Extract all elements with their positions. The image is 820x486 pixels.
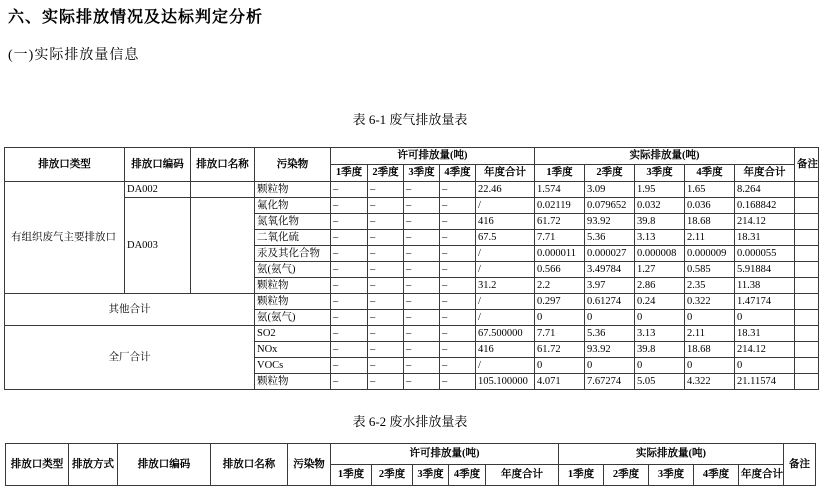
actual-value-cell: 7.71 xyxy=(535,326,585,342)
actual-annual-cell: 5.91884 xyxy=(735,262,795,278)
water-emission-table xyxy=(5,443,816,486)
remark-cell xyxy=(795,342,819,358)
permitted-value-cell: – xyxy=(404,326,440,342)
table-row xyxy=(5,294,819,310)
actual-value-cell: 61.72 xyxy=(535,342,585,358)
permitted-value-cell: – xyxy=(404,214,440,230)
actual-value-cell: 2.11 xyxy=(685,230,735,246)
permitted-annual-cell: 67.5 xyxy=(476,230,535,246)
actual-value-cell: 93.92 xyxy=(585,214,635,230)
permitted-value-cell: – xyxy=(331,182,368,198)
permitted-value-cell: – xyxy=(368,374,404,390)
remark-cell xyxy=(795,278,819,294)
permitted-value-cell: – xyxy=(368,230,404,246)
pollutant-cell: 氮氧化物 xyxy=(255,214,331,230)
permitted-value-cell: – xyxy=(368,262,404,278)
outlet-type-cell: 有组织废气主要排放口 xyxy=(5,182,125,294)
permitted-value-cell: – xyxy=(368,278,404,294)
gas-emission-table xyxy=(4,147,819,390)
actual-value-cell: 0 xyxy=(535,358,585,374)
permitted-value-cell: – xyxy=(331,262,368,278)
permitted-value-cell: – xyxy=(404,182,440,198)
actual-annual-cell: 1.47174 xyxy=(735,294,795,310)
header-actual-annual: 年度合计 xyxy=(735,165,795,182)
permitted-value-cell: – xyxy=(368,246,404,262)
actual-annual-cell: 0 xyxy=(735,358,795,374)
header-row-1 xyxy=(5,148,819,165)
header-actual-q2: 2季度 xyxy=(604,465,649,486)
actual-annual-cell: 0 xyxy=(735,310,795,326)
actual-value-cell: 5.36 xyxy=(585,230,635,246)
outlet-code-cell: DA003 xyxy=(125,198,191,294)
plant-total-cell: 全厂合计 xyxy=(5,326,255,390)
actual-value-cell: 0 xyxy=(685,358,735,374)
permitted-annual-cell: / xyxy=(476,198,535,214)
header-pollutant: 污染物 xyxy=(288,444,331,486)
actual-value-cell: 0.566 xyxy=(535,262,585,278)
permitted-value-cell: – xyxy=(331,198,368,214)
actual-value-cell: 7.67274 xyxy=(585,374,635,390)
actual-annual-cell: 8.264 xyxy=(735,182,795,198)
actual-value-cell: 0.585 xyxy=(685,262,735,278)
permitted-annual-cell: 31.2 xyxy=(476,278,535,294)
pollutant-cell: 氟化物 xyxy=(255,198,331,214)
actual-value-cell: 7.71 xyxy=(535,230,585,246)
permitted-annual-cell: 67.500000 xyxy=(476,326,535,342)
remark-cell xyxy=(795,198,819,214)
actual-annual-cell: 0.168842 xyxy=(735,198,795,214)
permitted-value-cell: – xyxy=(404,310,440,326)
permitted-value-cell: – xyxy=(368,294,404,310)
header-actual-annual: 年度合计 xyxy=(739,465,784,486)
permitted-value-cell: – xyxy=(440,278,476,294)
remark-cell xyxy=(795,374,819,390)
actual-annual-cell: 214.12 xyxy=(735,214,795,230)
table-row xyxy=(5,198,819,214)
permitted-value-cell: – xyxy=(368,310,404,326)
permitted-value-cell: – xyxy=(368,342,404,358)
actual-value-cell: 61.72 xyxy=(535,214,585,230)
permitted-value-cell: – xyxy=(440,294,476,310)
section-heading: (一)实际排放量信息 xyxy=(8,48,140,63)
permitted-value-cell: – xyxy=(331,358,368,374)
header-outlet-name: 排放口名称 xyxy=(191,148,255,182)
header-permitted-annual: 年度合计 xyxy=(476,165,535,182)
actual-annual-cell: 18.31 xyxy=(735,230,795,246)
actual-value-cell: 2.35 xyxy=(685,278,735,294)
permitted-annual-cell: / xyxy=(476,358,535,374)
permitted-value-cell: – xyxy=(404,230,440,246)
table-row xyxy=(5,326,819,342)
header-actual-q3: 3季度 xyxy=(635,165,685,182)
permitted-value-cell: – xyxy=(368,358,404,374)
actual-annual-cell: 214.12 xyxy=(735,342,795,358)
permitted-annual-cell: 416 xyxy=(476,214,535,230)
permitted-value-cell: – xyxy=(404,358,440,374)
header-remark: 备注 xyxy=(784,444,816,486)
actual-value-cell: 1.574 xyxy=(535,182,585,198)
actual-annual-cell: 18.31 xyxy=(735,326,795,342)
outlet-name-cell xyxy=(191,182,255,198)
actual-value-cell: 18.68 xyxy=(685,214,735,230)
header-row-1 xyxy=(6,444,816,465)
permitted-value-cell: – xyxy=(331,294,368,310)
permitted-annual-cell: / xyxy=(476,246,535,262)
permitted-value-cell: – xyxy=(368,326,404,342)
actual-value-cell: 0.036 xyxy=(685,198,735,214)
actual-value-cell: 1.27 xyxy=(635,262,685,278)
table2-caption: 表 6-2 废水排放量表 xyxy=(352,414,468,429)
actual-value-cell: 0 xyxy=(635,310,685,326)
permitted-value-cell: – xyxy=(440,214,476,230)
permitted-value-cell: – xyxy=(440,262,476,278)
header-actual-group: 实际排放量(吨) xyxy=(535,148,795,165)
permitted-value-cell: – xyxy=(331,214,368,230)
header-permitted-q1: 1季度 xyxy=(331,465,372,486)
actual-value-cell: 39.8 xyxy=(635,342,685,358)
header-actual-q4: 4季度 xyxy=(694,465,739,486)
actual-value-cell: 0.02119 xyxy=(535,198,585,214)
actual-annual-cell: 21.11574 xyxy=(735,374,795,390)
header-permitted-q3: 3季度 xyxy=(413,465,449,486)
actual-value-cell: 0.032 xyxy=(635,198,685,214)
actual-value-cell: 4.071 xyxy=(535,374,585,390)
header-permitted-q3: 3季度 xyxy=(404,165,440,182)
remark-cell xyxy=(795,230,819,246)
actual-value-cell: 39.8 xyxy=(635,214,685,230)
header-actual-q3: 3季度 xyxy=(649,465,694,486)
header-actual-q2: 2季度 xyxy=(585,165,635,182)
permitted-value-cell: – xyxy=(440,230,476,246)
pollutant-cell: VOCs xyxy=(255,358,331,374)
pollutant-cell: SO2 xyxy=(255,326,331,342)
table-row xyxy=(5,182,819,198)
permitted-value-cell: – xyxy=(404,342,440,358)
pollutant-cell: 氨(氨气) xyxy=(255,310,331,326)
header-actual-q1: 1季度 xyxy=(559,465,604,486)
actual-value-cell: 3.09 xyxy=(585,182,635,198)
permitted-value-cell: – xyxy=(404,262,440,278)
actual-annual-cell: 0.000055 xyxy=(735,246,795,262)
header-permitted-q4: 4季度 xyxy=(440,165,476,182)
header-permitted-group: 许可排放量(吨) xyxy=(331,148,535,165)
permitted-value-cell: – xyxy=(368,198,404,214)
actual-value-cell: 18.68 xyxy=(685,342,735,358)
actual-annual-cell: 11.38 xyxy=(735,278,795,294)
remark-cell xyxy=(795,246,819,262)
remark-cell xyxy=(795,294,819,310)
actual-value-cell: 1.65 xyxy=(685,182,735,198)
actual-value-cell: 0 xyxy=(585,310,635,326)
header-outlet-type: 排放口类型 xyxy=(5,148,125,182)
actual-value-cell: 0.079652 xyxy=(585,198,635,214)
actual-value-cell: 5.05 xyxy=(635,374,685,390)
pollutant-cell: 氨(氨气) xyxy=(255,262,331,278)
header-permitted-q2: 2季度 xyxy=(368,165,404,182)
permitted-annual-cell: / xyxy=(476,262,535,278)
header-pollutant: 污染物 xyxy=(255,148,331,182)
table1-caption: 表 6-1 废气排放量表 xyxy=(352,112,468,127)
remark-cell xyxy=(795,262,819,278)
permitted-value-cell: – xyxy=(404,294,440,310)
permitted-value-cell: – xyxy=(440,310,476,326)
actual-value-cell: 0.000011 xyxy=(535,246,585,262)
header-permitted-group: 许可排放量(吨) xyxy=(331,444,559,465)
permitted-value-cell: – xyxy=(440,358,476,374)
permitted-value-cell: – xyxy=(404,246,440,262)
permitted-value-cell: – xyxy=(331,230,368,246)
pollutant-cell: 颗粒物 xyxy=(255,182,331,198)
actual-value-cell: 3.49784 xyxy=(585,262,635,278)
actual-value-cell: 1.95 xyxy=(635,182,685,198)
other-total-cell: 其他合计 xyxy=(5,294,255,326)
header-permitted-q2: 2季度 xyxy=(372,465,413,486)
permitted-annual-cell: 22.46 xyxy=(476,182,535,198)
actual-value-cell: 3.13 xyxy=(635,230,685,246)
actual-value-cell: 0.24 xyxy=(635,294,685,310)
actual-value-cell: 4.322 xyxy=(685,374,735,390)
actual-value-cell: 5.36 xyxy=(585,326,635,342)
permitted-value-cell: – xyxy=(331,278,368,294)
outlet-code-cell: DA002 xyxy=(125,182,191,198)
outlet-name-cell xyxy=(191,198,255,294)
actual-value-cell: 0.61274 xyxy=(585,294,635,310)
header-actual-group: 实际排放量(吨) xyxy=(559,444,784,465)
header-outlet-code: 排放口编码 xyxy=(125,148,191,182)
actual-value-cell: 3.13 xyxy=(635,326,685,342)
permitted-value-cell: – xyxy=(331,326,368,342)
header-actual-q1: 1季度 xyxy=(535,165,585,182)
permitted-value-cell: – xyxy=(404,278,440,294)
permitted-value-cell: – xyxy=(331,374,368,390)
permitted-annual-cell: 105.100000 xyxy=(476,374,535,390)
remark-cell xyxy=(795,214,819,230)
actual-value-cell: 2.86 xyxy=(635,278,685,294)
pollutant-cell: 颗粒物 xyxy=(255,294,331,310)
actual-value-cell: 0.000009 xyxy=(685,246,735,262)
actual-value-cell: 0.297 xyxy=(535,294,585,310)
header-permitted-q1: 1季度 xyxy=(331,165,368,182)
permitted-annual-cell: 416 xyxy=(476,342,535,358)
header-permitted-q4: 4季度 xyxy=(449,465,486,486)
remark-cell xyxy=(795,310,819,326)
header-outlet-type: 排放口类型 xyxy=(6,444,69,486)
header-remark: 备注 xyxy=(795,148,819,182)
actual-value-cell: 0.000027 xyxy=(585,246,635,262)
pollutant-cell: NOx xyxy=(255,342,331,358)
permitted-value-cell: – xyxy=(440,246,476,262)
header-permitted-annual: 年度合计 xyxy=(486,465,559,486)
permitted-value-cell: – xyxy=(440,182,476,198)
actual-value-cell: 3.97 xyxy=(585,278,635,294)
permitted-value-cell: – xyxy=(404,198,440,214)
pollutant-cell: 汞及其化合物 xyxy=(255,246,331,262)
permitted-value-cell: – xyxy=(331,342,368,358)
permitted-value-cell: – xyxy=(440,326,476,342)
actual-value-cell: 0 xyxy=(685,310,735,326)
pollutant-cell: 二氧化硫 xyxy=(255,230,331,246)
header-outlet-code: 排放口编码 xyxy=(118,444,211,486)
permitted-value-cell: – xyxy=(440,374,476,390)
header-discharge-mode: 排放方式 xyxy=(69,444,118,486)
permitted-value-cell: – xyxy=(368,214,404,230)
permitted-annual-cell: / xyxy=(476,294,535,310)
header-outlet-name: 排放口名称 xyxy=(211,444,288,486)
actual-value-cell: 0 xyxy=(585,358,635,374)
remark-cell xyxy=(795,182,819,198)
pollutant-cell: 颗粒物 xyxy=(255,278,331,294)
actual-value-cell: 0 xyxy=(535,310,585,326)
header-actual-q4: 4季度 xyxy=(685,165,735,182)
actual-value-cell: 0.322 xyxy=(685,294,735,310)
actual-value-cell: 0.000008 xyxy=(635,246,685,262)
permitted-value-cell: – xyxy=(404,374,440,390)
actual-value-cell: 0 xyxy=(635,358,685,374)
permitted-annual-cell: / xyxy=(476,310,535,326)
page-heading: 六、实际排放情况及达标判定分析 xyxy=(8,9,264,26)
remark-cell xyxy=(795,326,819,342)
actual-value-cell: 2.2 xyxy=(535,278,585,294)
actual-value-cell: 2.11 xyxy=(685,326,735,342)
permitted-value-cell: – xyxy=(331,310,368,326)
permitted-value-cell: – xyxy=(368,182,404,198)
permitted-value-cell: – xyxy=(331,246,368,262)
remark-cell xyxy=(795,358,819,374)
permitted-value-cell: – xyxy=(440,198,476,214)
pollutant-cell: 颗粒物 xyxy=(255,374,331,390)
permitted-value-cell: – xyxy=(440,342,476,358)
actual-value-cell: 93.92 xyxy=(585,342,635,358)
